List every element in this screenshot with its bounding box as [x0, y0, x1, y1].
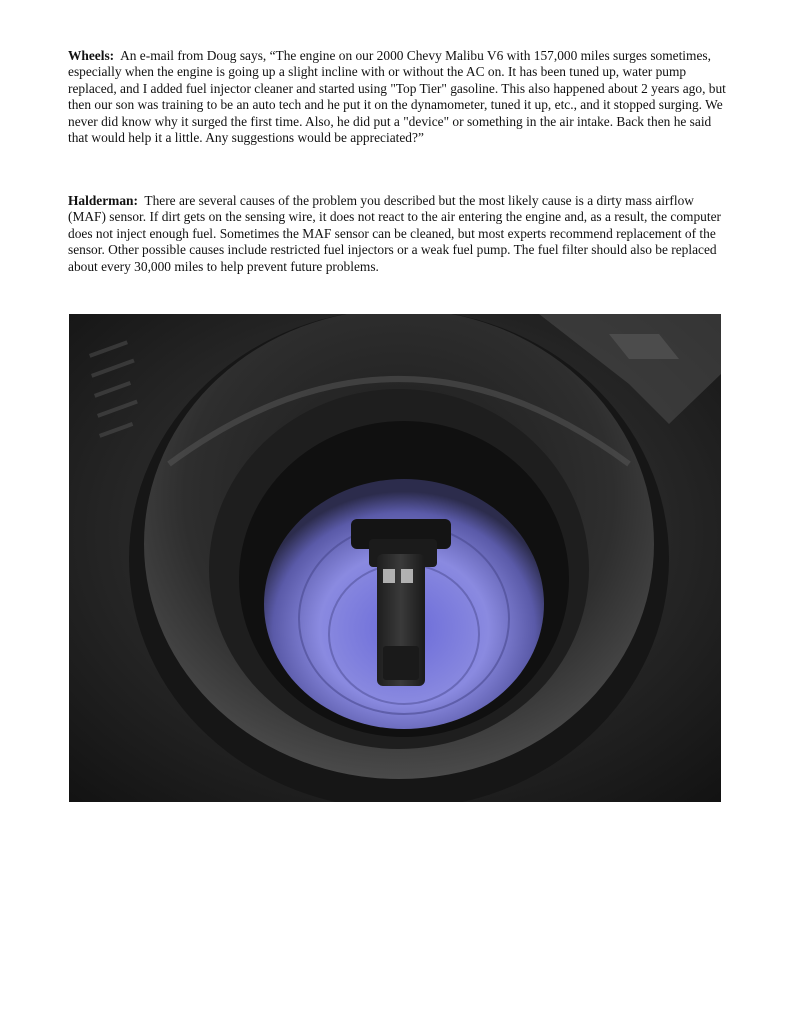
maf-sensor-photo — [69, 314, 721, 802]
speaker-label: Wheels: — [68, 48, 115, 63]
paragraph-text: An e-mail from Doug says, “The engine on our 2000 Chevy Malibu V6 with 157,000 miles surges sometimes, especially when the engine is going up a slight incline with or without the AC on. It has been tuned up, water pump replaced, and I added fuel injector cleaner and started using "Top Tier" gasoline. This also happened about 2 years ago, but then our son was training to be an auto tech and he put it on the dynamometer, tuned it up, etc., and it stopped surging. We never did know why it surged the first time. Also, he did put a "device" or something in the air intake. Back then he said that would help it a little. Any suggestions would be appreciated?” — [68, 48, 726, 146]
maf-sensor-illustration — [69, 314, 721, 802]
question-paragraph — [68, 48, 728, 146]
paragraph-text: There are several causes of the problem you described but the most likely cause is a dirty mass airflow (MAF) sensor. If dirt gets on the sensing wire, it does not react to the air entering the engine and, as a result, the computer does not inject enough fuel. Sometimes the MAF sensor can be cleaned, but most experts recommend replacement of the sensor. Other possible causes include restricted fuel injectors or a weak fuel pump. The fuel filter should also be replaced about every 30,000 miles to help prevent future problems. — [68, 193, 721, 274]
sensor-tip — [383, 646, 419, 680]
sensor-window-left — [383, 569, 395, 583]
sensor-window-right — [401, 569, 413, 583]
answer-paragraph — [68, 193, 728, 275]
speaker-label: Halderman: — [68, 193, 138, 208]
